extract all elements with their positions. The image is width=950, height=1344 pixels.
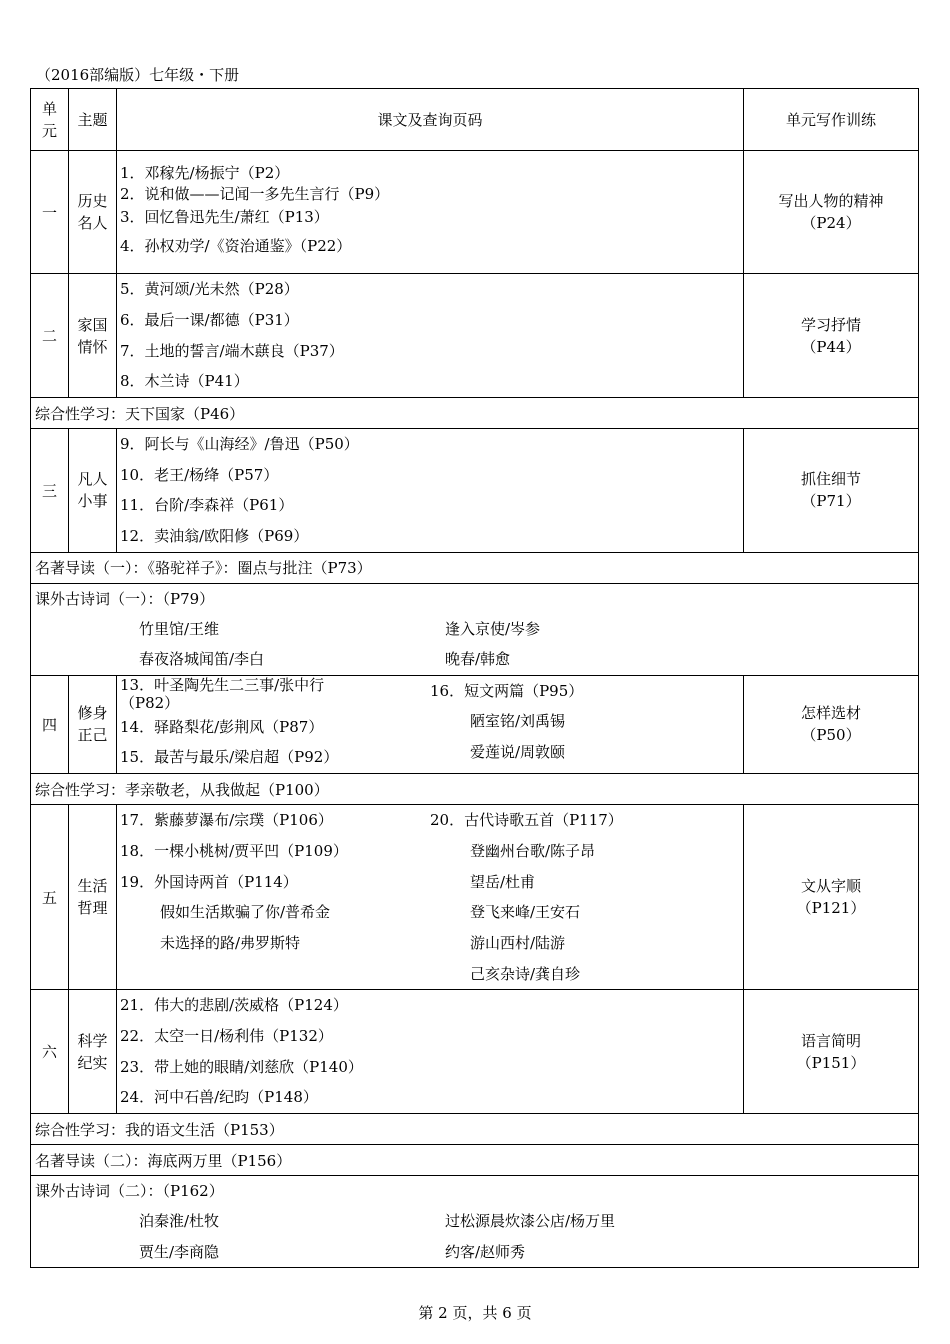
writing-page: （P151） — [796, 1053, 866, 1072]
lesson-list — [117, 151, 744, 274]
unit-number: 四 — [31, 675, 69, 773]
lesson-item: 22．太空一日/杨利伟（P132） — [120, 1026, 333, 1045]
integrated-learning-3: 综合性学习：我的语文生活（P153） — [31, 1114, 919, 1145]
table-header-row — [31, 89, 919, 151]
unit-theme: 历史名人 — [69, 151, 117, 274]
unit-row-4 — [31, 675, 919, 773]
writing-page: （P50） — [801, 726, 861, 745]
lesson-item: 3．回忆鲁迅先生/萧红（P13） — [120, 208, 329, 226]
poem-item: 贾生/李商隐 — [139, 1242, 220, 1261]
unit-row-5 — [31, 805, 919, 990]
lesson-item: 12．卖油翁/欧阳修（P69） — [120, 527, 309, 546]
extra-poems-2 — [31, 1176, 919, 1268]
lesson-item: 14．驿路梨花/彭荆风（P87） — [120, 717, 324, 736]
poem-item: 泊秦淮/杜牧 — [139, 1212, 220, 1230]
poem-item: 过松源晨炊漆公店/杨万里 — [445, 1212, 616, 1230]
lesson-item: 16．短文两篇（P95） — [430, 681, 584, 700]
lesson-item: 21．伟大的悲剧/茨威格（P124） — [120, 996, 348, 1015]
page-footer: 第 2 页，共 6 页 — [418, 1304, 532, 1322]
lesson-item: 登幽州台歌/陈子昂 — [470, 841, 596, 860]
poem-item: 逢入京使/岑参 — [445, 619, 541, 638]
lesson-list — [117, 675, 744, 773]
writing-title: 写出人物的精神 — [778, 192, 884, 210]
writing-cell — [744, 675, 919, 773]
writing-page: （P24） — [801, 214, 861, 232]
lesson-item: 2．说和做——记闻一多先生言行（P9） — [120, 185, 390, 203]
lesson-list — [117, 805, 744, 990]
writing-cell — [744, 805, 919, 990]
lesson-item: 18．一棵小桃树/贾平凹（P109） — [120, 841, 348, 860]
unit-theme: 家国情怀 — [69, 274, 117, 398]
curriculum-table — [30, 88, 919, 1268]
lesson-list — [117, 990, 744, 1114]
lesson-item: 陋室铭/刘禹锡 — [470, 712, 566, 731]
unit-theme: 生活哲理 — [69, 805, 117, 990]
integrated-learning-1: 综合性学习：天下国家（P46） — [31, 398, 919, 429]
lesson-item: 己亥杂诗/龚自珍 — [470, 964, 581, 983]
poem-item: 约客/赵师秀 — [445, 1242, 526, 1261]
writing-title: 怎样选材 — [800, 704, 861, 723]
lesson-item: 11．台阶/李森祥（P61） — [120, 496, 294, 515]
writing-cell — [744, 990, 919, 1114]
writing-page: （P121） — [796, 899, 866, 918]
unit-row-3 — [31, 429, 919, 553]
lesson-item: 未选择的路/弗罗斯特 — [160, 933, 301, 952]
unit-theme: 凡人小事 — [69, 429, 117, 553]
classic-reading-1: 名著导读（一）：《骆驼祥子》：圈点与批注（P73） — [31, 552, 919, 583]
header-unit: 单元 — [31, 89, 69, 151]
lesson-item: 19．外国诗两首（P114） — [120, 872, 298, 891]
unit-theme: 修身正己 — [69, 675, 117, 773]
writing-title: 学习抒情 — [800, 315, 861, 334]
unit-number: 三 — [31, 429, 69, 553]
lesson-item: 24．河中石兽/纪昀（P148） — [120, 1088, 318, 1107]
extra-poems-title: 课外古诗词（二）：（P162） — [35, 1182, 224, 1200]
lesson-item: 4．孙权劝学/《资治通鉴》（P22） — [120, 237, 352, 255]
page-title: （2016部编版）七年级・下册 — [36, 66, 240, 84]
lesson-item: 5．黄河颂/光未然（P28） — [120, 280, 299, 299]
lesson-item: 20．古代诗歌五首（P117） — [430, 811, 623, 830]
lesson-item: 6．最后一课/都德（P31） — [120, 310, 299, 329]
header-theme: 主题 — [69, 89, 117, 151]
poem-item: 竹里馆/王维 — [139, 619, 220, 638]
writing-cell — [744, 274, 919, 398]
lesson-item: 9．阿长与《山海经》/鲁迅（P50） — [120, 435, 359, 453]
header-lessons: 课文及查询页码 — [117, 89, 744, 151]
lesson-item: 游山西村/陆游 — [470, 933, 566, 952]
writing-cell — [744, 151, 919, 274]
extra-poems-title: 课外古诗词（一）：（P79） — [35, 589, 215, 608]
lesson-item: 23．带上她的眼睛/刘慈欣（P140） — [120, 1057, 363, 1076]
classic-reading-2: 名著导读（二）：海底两万里（P156） — [31, 1145, 919, 1176]
unit-number: 六 — [31, 990, 69, 1114]
writing-page: （P44） — [801, 337, 861, 356]
unit-number: 二 — [31, 274, 69, 398]
lesson-item: 15．最苦与最乐/梁启超（P92） — [120, 748, 339, 767]
lesson-item: 1．邓稼先/杨振宁（P2） — [120, 164, 290, 182]
writing-title: 文从字顺 — [800, 877, 861, 896]
writing-title: 抓住细节 — [800, 470, 861, 489]
lesson-item: 13．叶圣陶先生二三事/张中行（P82） — [120, 675, 325, 712]
unit-theme: 科学纪实 — [69, 990, 117, 1114]
lesson-item: 望岳/杜甫 — [470, 872, 536, 891]
lesson-item: 7．土地的誓言/端木蕻良（P37） — [120, 341, 344, 360]
poem-item: 春夜洛城闻笛/李白 — [139, 650, 265, 669]
lesson-item: 8．木兰诗（P41） — [120, 372, 249, 391]
lesson-item: 爱莲说/周敦颐 — [470, 743, 566, 762]
writing-cell — [744, 429, 919, 553]
writing-title: 语言简明 — [800, 1031, 861, 1050]
lesson-item — [120, 959, 430, 990]
integrated-learning-2: 综合性学习：孝亲敬老，从我做起（P100） — [31, 774, 919, 805]
unit-number: 一 — [31, 151, 69, 274]
writing-page: （P71） — [801, 492, 861, 511]
unit-row-6 — [31, 990, 919, 1114]
poem-item: 晚春/韩愈 — [445, 650, 511, 669]
unit-row-1 — [31, 151, 919, 274]
unit-row-2 — [31, 274, 919, 398]
header-writing: 单元写作训练 — [744, 89, 919, 151]
lesson-item: 假如生活欺骗了你/普希金 — [160, 903, 331, 922]
lesson-item: 登飞来峰/王安石 — [470, 903, 581, 922]
lesson-list — [117, 274, 744, 398]
lesson-item: 17．紫藤萝瀑布/宗璞（P106） — [120, 811, 333, 830]
extra-poems-1 — [31, 583, 919, 675]
lesson-list — [117, 429, 744, 553]
unit-number: 五 — [31, 805, 69, 990]
lesson-item: 10．老王/杨绛（P57） — [120, 465, 279, 484]
